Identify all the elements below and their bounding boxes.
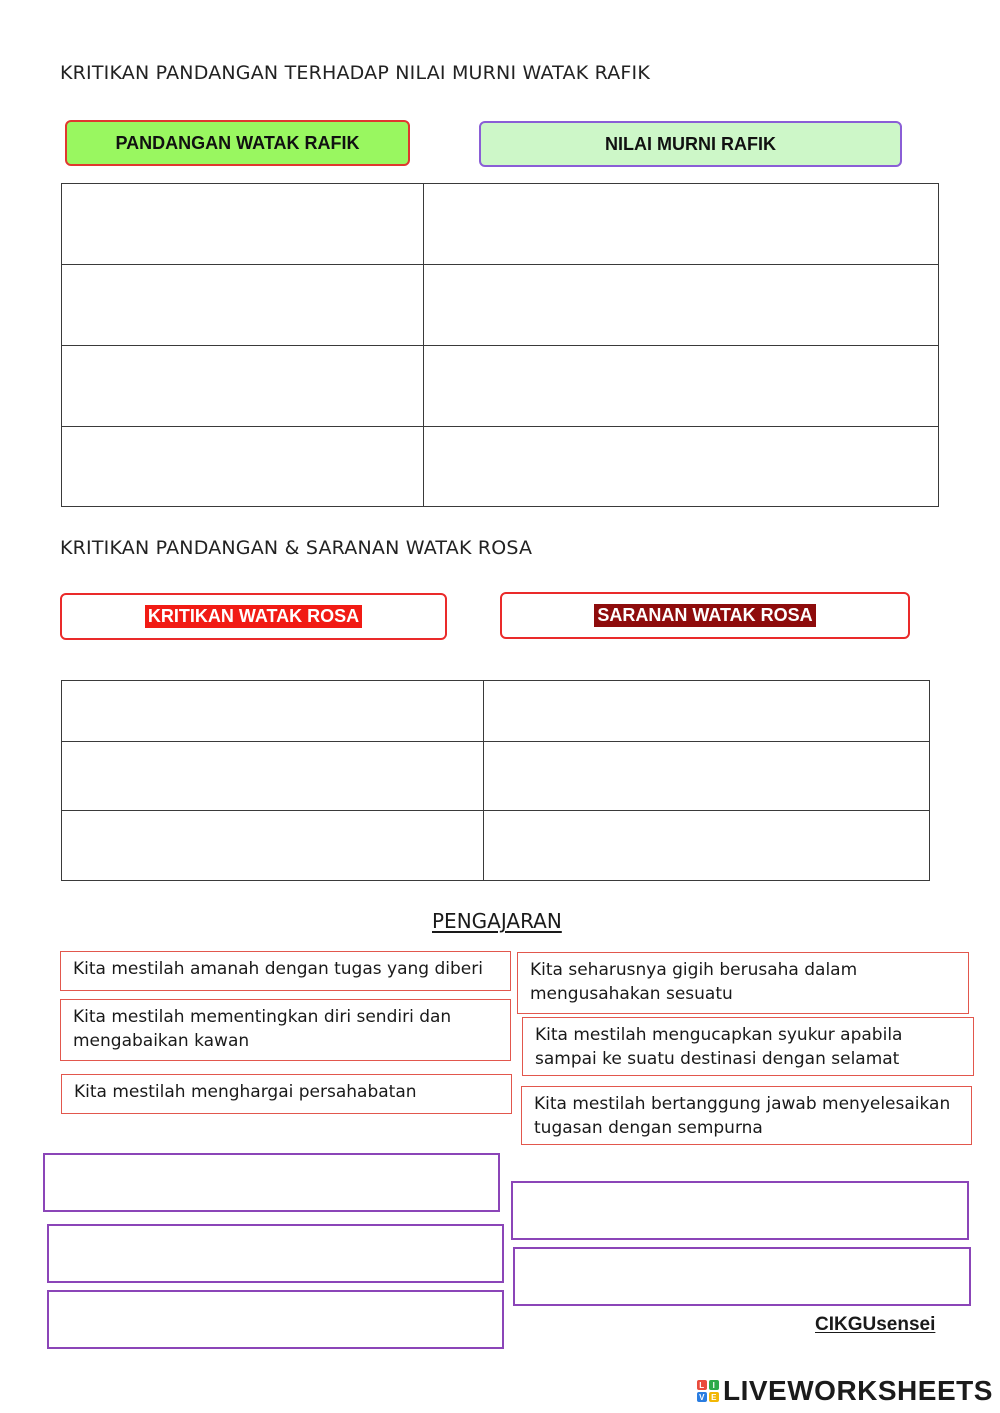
saranan-rosa-label — [500, 592, 910, 639]
table-row — [62, 184, 939, 265]
nilai-murni-rafik-label — [479, 121, 902, 167]
liveworksheets-logo — [697, 1375, 993, 1407]
drop-slot[interactable] — [47, 1224, 504, 1283]
drop-cell-nilai[interactable] — [424, 346, 939, 427]
logo-tile: V — [697, 1392, 707, 1402]
rafik-table — [61, 183, 939, 507]
table-row — [62, 681, 930, 742]
author-credit: CIKGUsensei — [815, 1314, 936, 1335]
drop-cell-pandangan[interactable] — [62, 427, 424, 507]
drop-cell-saranan[interactable] — [484, 742, 930, 811]
liveworksheets-icon — [697, 1380, 719, 1402]
drop-cell-kritikan[interactable] — [62, 811, 484, 881]
drop-cell-kritikan[interactable] — [62, 742, 484, 811]
nilai-murni-rafik-text: NILAI MURNI RAFIK — [605, 133, 776, 154]
brand-name: LIVEWORKSHEETS — [723, 1375, 993, 1406]
section2-heading: KRITIKAN PANDANGAN & SARANAN WATAK ROSA — [60, 537, 533, 559]
drop-cell-kritikan[interactable] — [62, 681, 484, 742]
pandangan-rafik-text: PANDANGAN WATAK RAFIK — [115, 132, 360, 153]
table-row — [62, 742, 930, 811]
drop-cell-nilai[interactable] — [424, 427, 939, 507]
logo-tile: L — [697, 1380, 707, 1390]
draggable-card[interactable]: Kita mestilah menghargai persahabatan — [61, 1074, 512, 1114]
draggable-card[interactable]: Kita mestilah mementingkan diri sendiri dan mengabaikan kawan — [60, 999, 511, 1061]
drop-slot[interactable] — [513, 1247, 971, 1306]
draggable-card[interactable]: Kita mestilah bertanggung jawab menyelesaikan tugasan dengan sempurna — [521, 1086, 972, 1145]
drop-cell-pandangan[interactable] — [62, 346, 424, 427]
saranan-rosa-text: SARANAN WATAK ROSA — [594, 604, 815, 627]
drop-cell-pandangan[interactable] — [62, 184, 424, 265]
drop-cell-nilai[interactable] — [424, 265, 939, 346]
drop-cell-saranan[interactable] — [484, 681, 930, 742]
drop-slot[interactable] — [43, 1153, 500, 1212]
drop-cell-saranan[interactable] — [484, 811, 930, 881]
kritikan-rosa-text: KRITIKAN WATAK ROSA — [145, 605, 362, 628]
rosa-table — [61, 680, 930, 881]
draggable-card[interactable]: Kita seharusnya gigih berusaha dalam mengusahakan sesuatu — [517, 952, 969, 1014]
logo-tile: E — [709, 1392, 719, 1402]
table-row — [62, 265, 939, 346]
pandangan-rafik-label — [65, 120, 410, 166]
drop-slot[interactable] — [47, 1290, 504, 1349]
table-row — [62, 811, 930, 881]
drop-cell-pandangan[interactable] — [62, 265, 424, 346]
logo-tile: I — [709, 1380, 719, 1390]
kritikan-rosa-label — [60, 593, 447, 640]
drop-slot[interactable] — [511, 1181, 969, 1240]
drop-cell-nilai[interactable] — [424, 184, 939, 265]
draggable-card[interactable]: Kita mestilah amanah dengan tugas yang diberi — [60, 951, 511, 991]
table-row — [62, 346, 939, 427]
draggable-card[interactable]: Kita mestilah mengucapkan syukur apabila sampai ke suatu destinasi dengan selamat — [522, 1017, 974, 1076]
section1-heading: KRITIKAN PANDANGAN TERHADAP NILAI MURNI WATAK RAFIK — [60, 62, 651, 84]
pengajaran-title: PENGAJARAN — [432, 909, 562, 933]
table-row — [62, 427, 939, 507]
